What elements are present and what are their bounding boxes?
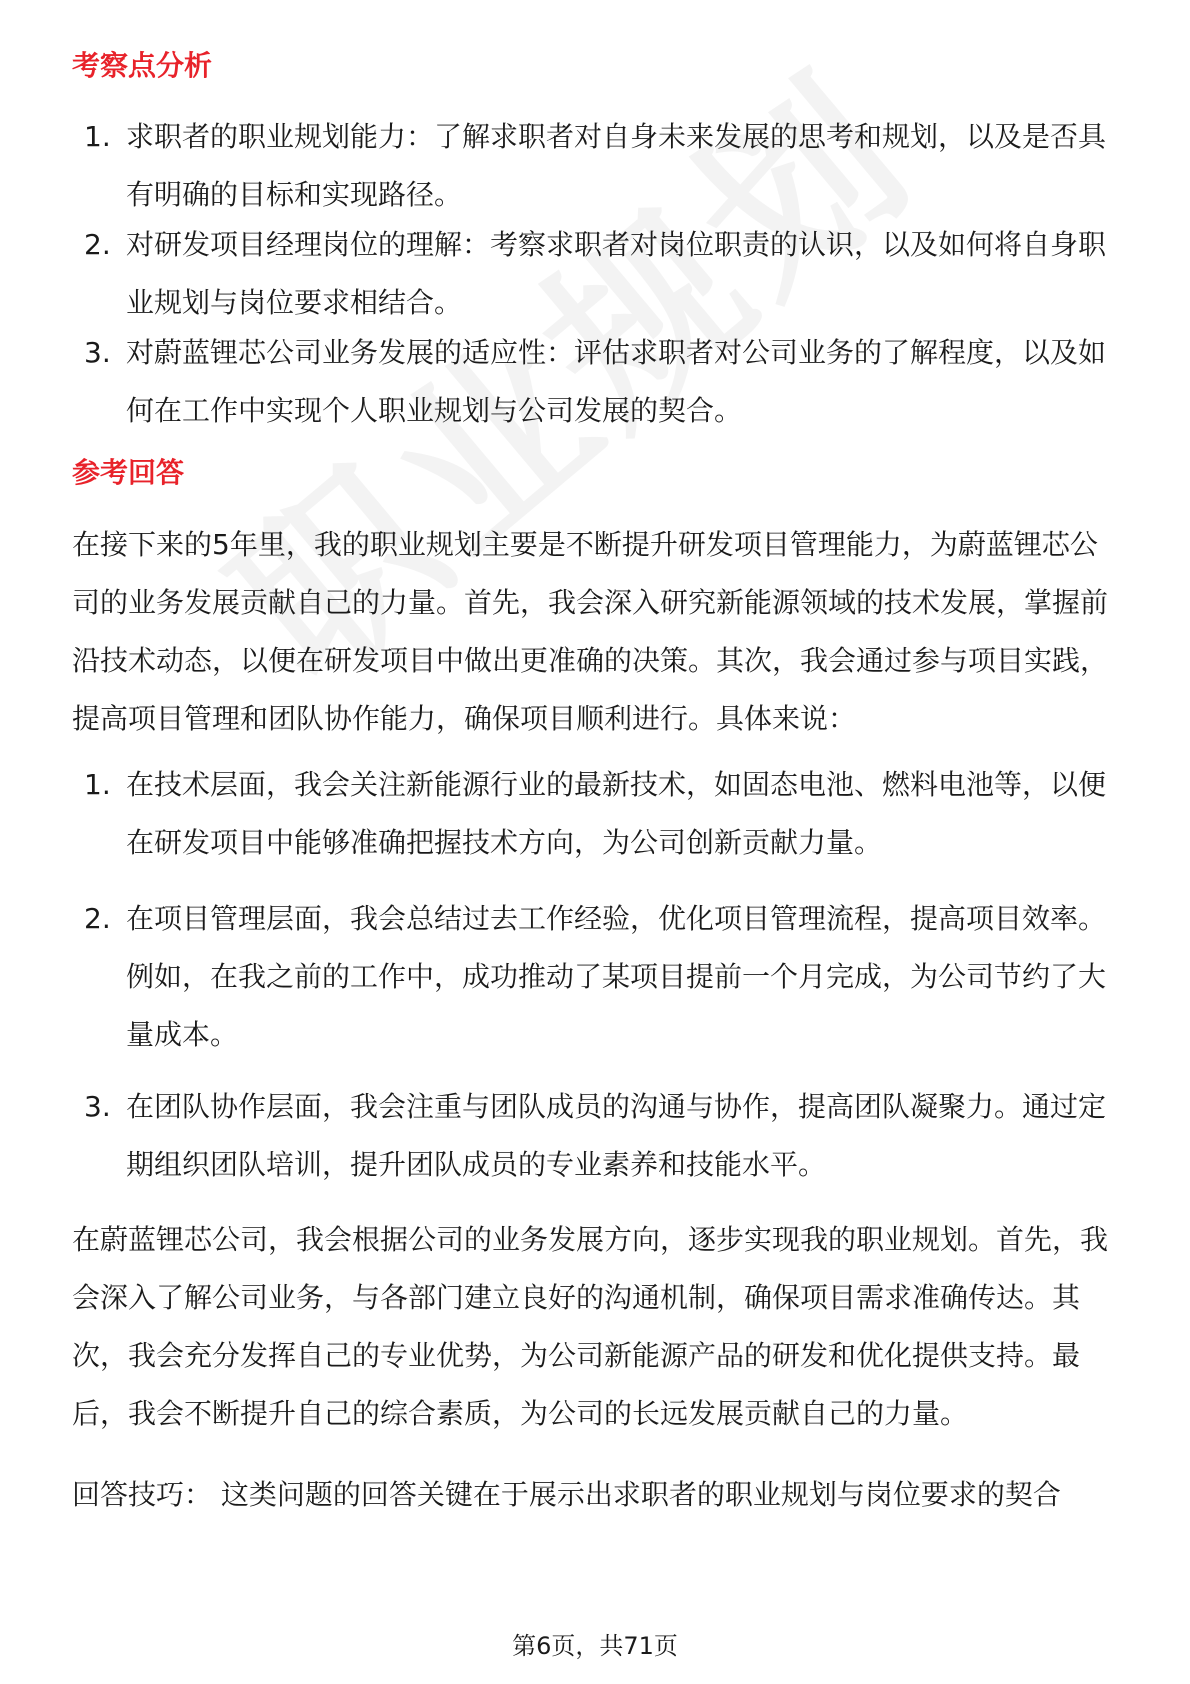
answer-tip: 回答技巧： 这类问题的回答关键在于展示出求职者的职业规划与岗位要求的契合 — [72, 1478, 1061, 1511]
list-number: 1. — [84, 768, 111, 801]
list-text: 在团队协作层面，我会注重与团队成员的沟通与协作，提高团队凝聚力。通过定期组织团队培训，提升团队成员的专业素养和技能水平。 — [126, 1090, 1107, 1181]
list-item — [84, 890, 1124, 1064]
list-number: 1. — [84, 120, 111, 153]
list-text: 在技术层面，我会关注新能源行业的最新技术，如固态电池、燃料电池等，以便在研发项目中能够准确把握技术方向，为公司创新贡献力量。 — [126, 768, 1107, 859]
answer-intro: 在接下来的5年里，我的职业规划主要是不断提升研发项目管理能力，为蔚蓝锂芯公司的业务发展贡献自己的力量。首先，我会深入研究新能源领域的技术发展，掌握前沿技术动态，以便在研发项目中做出更准确的决策。其次，我会通过参与项目实践，提高项目管理和团队协作能力，确保项目顺利进行。具体来说： — [72, 528, 1109, 735]
list-item — [84, 324, 1124, 440]
section-heading-analysis: 考察点分析 — [72, 49, 213, 82]
list-text: 求职者的职业规划能力：了解求职者对自身未来发展的思考和规划，以及是否具有明确的目标和实现路径。 — [126, 120, 1107, 211]
list-number: 3. — [84, 1090, 111, 1123]
list-number: 3. — [84, 336, 111, 369]
list-text: 在项目管理层面，我会总结过去工作经验，优化项目管理流程，提高项目效率。例如，在我之前的工作中，成功推动了某项目提前一个月完成，为公司节约了大量成本。 — [126, 902, 1107, 1051]
answer-closing: 在蔚蓝锂芯公司，我会根据公司的业务发展方向，逐步实现我的职业规划。首先，我会深入了解公司业务，与各部门建立良好的沟通机制，确保项目需求准确传达。其次，我会充分发挥自己的专业优势，为公司新能源产品的研发和优化提供支持。最后，我会不断提升自己的综合素质，为公司的长远发展贡献自己的力量。 — [72, 1223, 1109, 1430]
list-item — [84, 756, 1124, 872]
list-text: 对蔚蓝锂芯公司业务发展的适应性：评估求职者对公司业务的了解程度，以及如何在工作中实现个人职业规划与公司发展的契合。 — [126, 336, 1107, 427]
list-text: 对研发项目经理岗位的理解：考察求职者对岗位职责的认识，以及如何将自身职业规划与岗位要求相结合。 — [126, 228, 1107, 319]
list-item — [84, 216, 1124, 332]
section-heading-answer: 参考回答 — [72, 456, 185, 489]
page-footer: 第6页，共71页 — [512, 1632, 678, 1660]
list-item — [84, 108, 1124, 224]
list-item — [84, 1078, 1124, 1194]
list-number: 2. — [84, 228, 111, 261]
list-number: 2. — [84, 902, 111, 935]
